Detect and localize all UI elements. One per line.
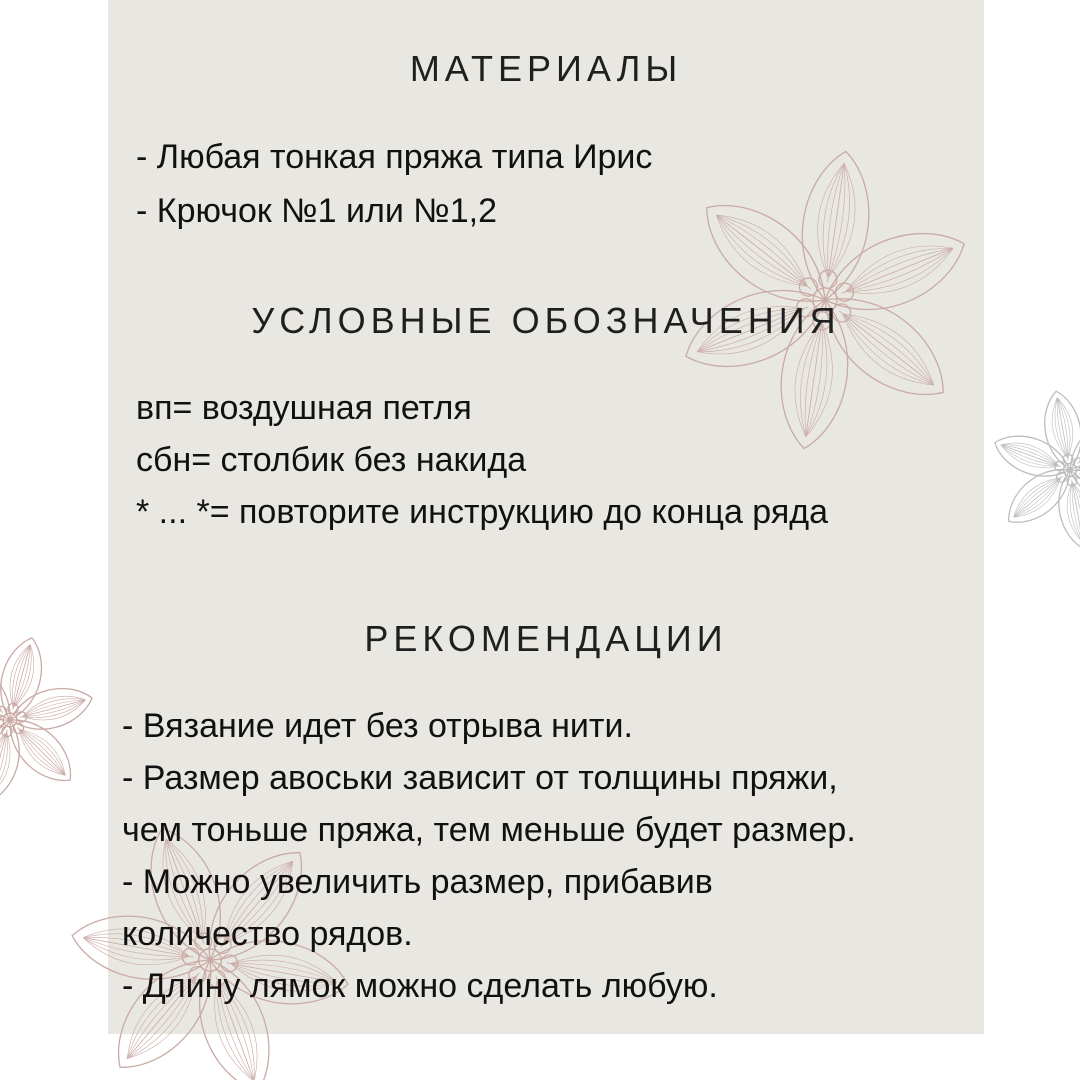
list-item: сбн= столбик без накида [136, 441, 527, 479]
flower-icon [0, 630, 100, 810]
legend-list [136, 382, 828, 538]
materials-list [136, 130, 652, 238]
list-item: - Крючок №1 или №1,2 [136, 192, 498, 230]
recommendations-list [122, 700, 856, 1012]
text-line: количество рядов. [122, 915, 413, 953]
list-item: вп= воздушная петля [136, 389, 472, 427]
text-line: чем тоньше пряжа, тем меньше будет размер. [122, 811, 856, 849]
text-line: - Можно увеличить размер, прибавив [122, 863, 713, 901]
list-item: * ... *= повторите инструкцию до конца ряда [136, 493, 828, 531]
legend-heading: УСЛОВНЫЕ ОБОЗНАЧЕНИЯ [251, 300, 841, 341]
recommendations-heading: РЕКОМЕНДАЦИИ [364, 618, 728, 659]
text-line: - Вязание идет без отрыва нити. [122, 707, 633, 745]
text-line: - Размер авоськи зависит от толщины пряжи, [122, 759, 838, 797]
materials-heading: МАТЕРИАЛЫ [409, 48, 683, 89]
flower-icon [985, 385, 1080, 555]
text-line: - Длину лямок можно сделать любую. [122, 967, 718, 1005]
list-item: - Любая тонкая пряжа типа Ирис [136, 138, 653, 176]
